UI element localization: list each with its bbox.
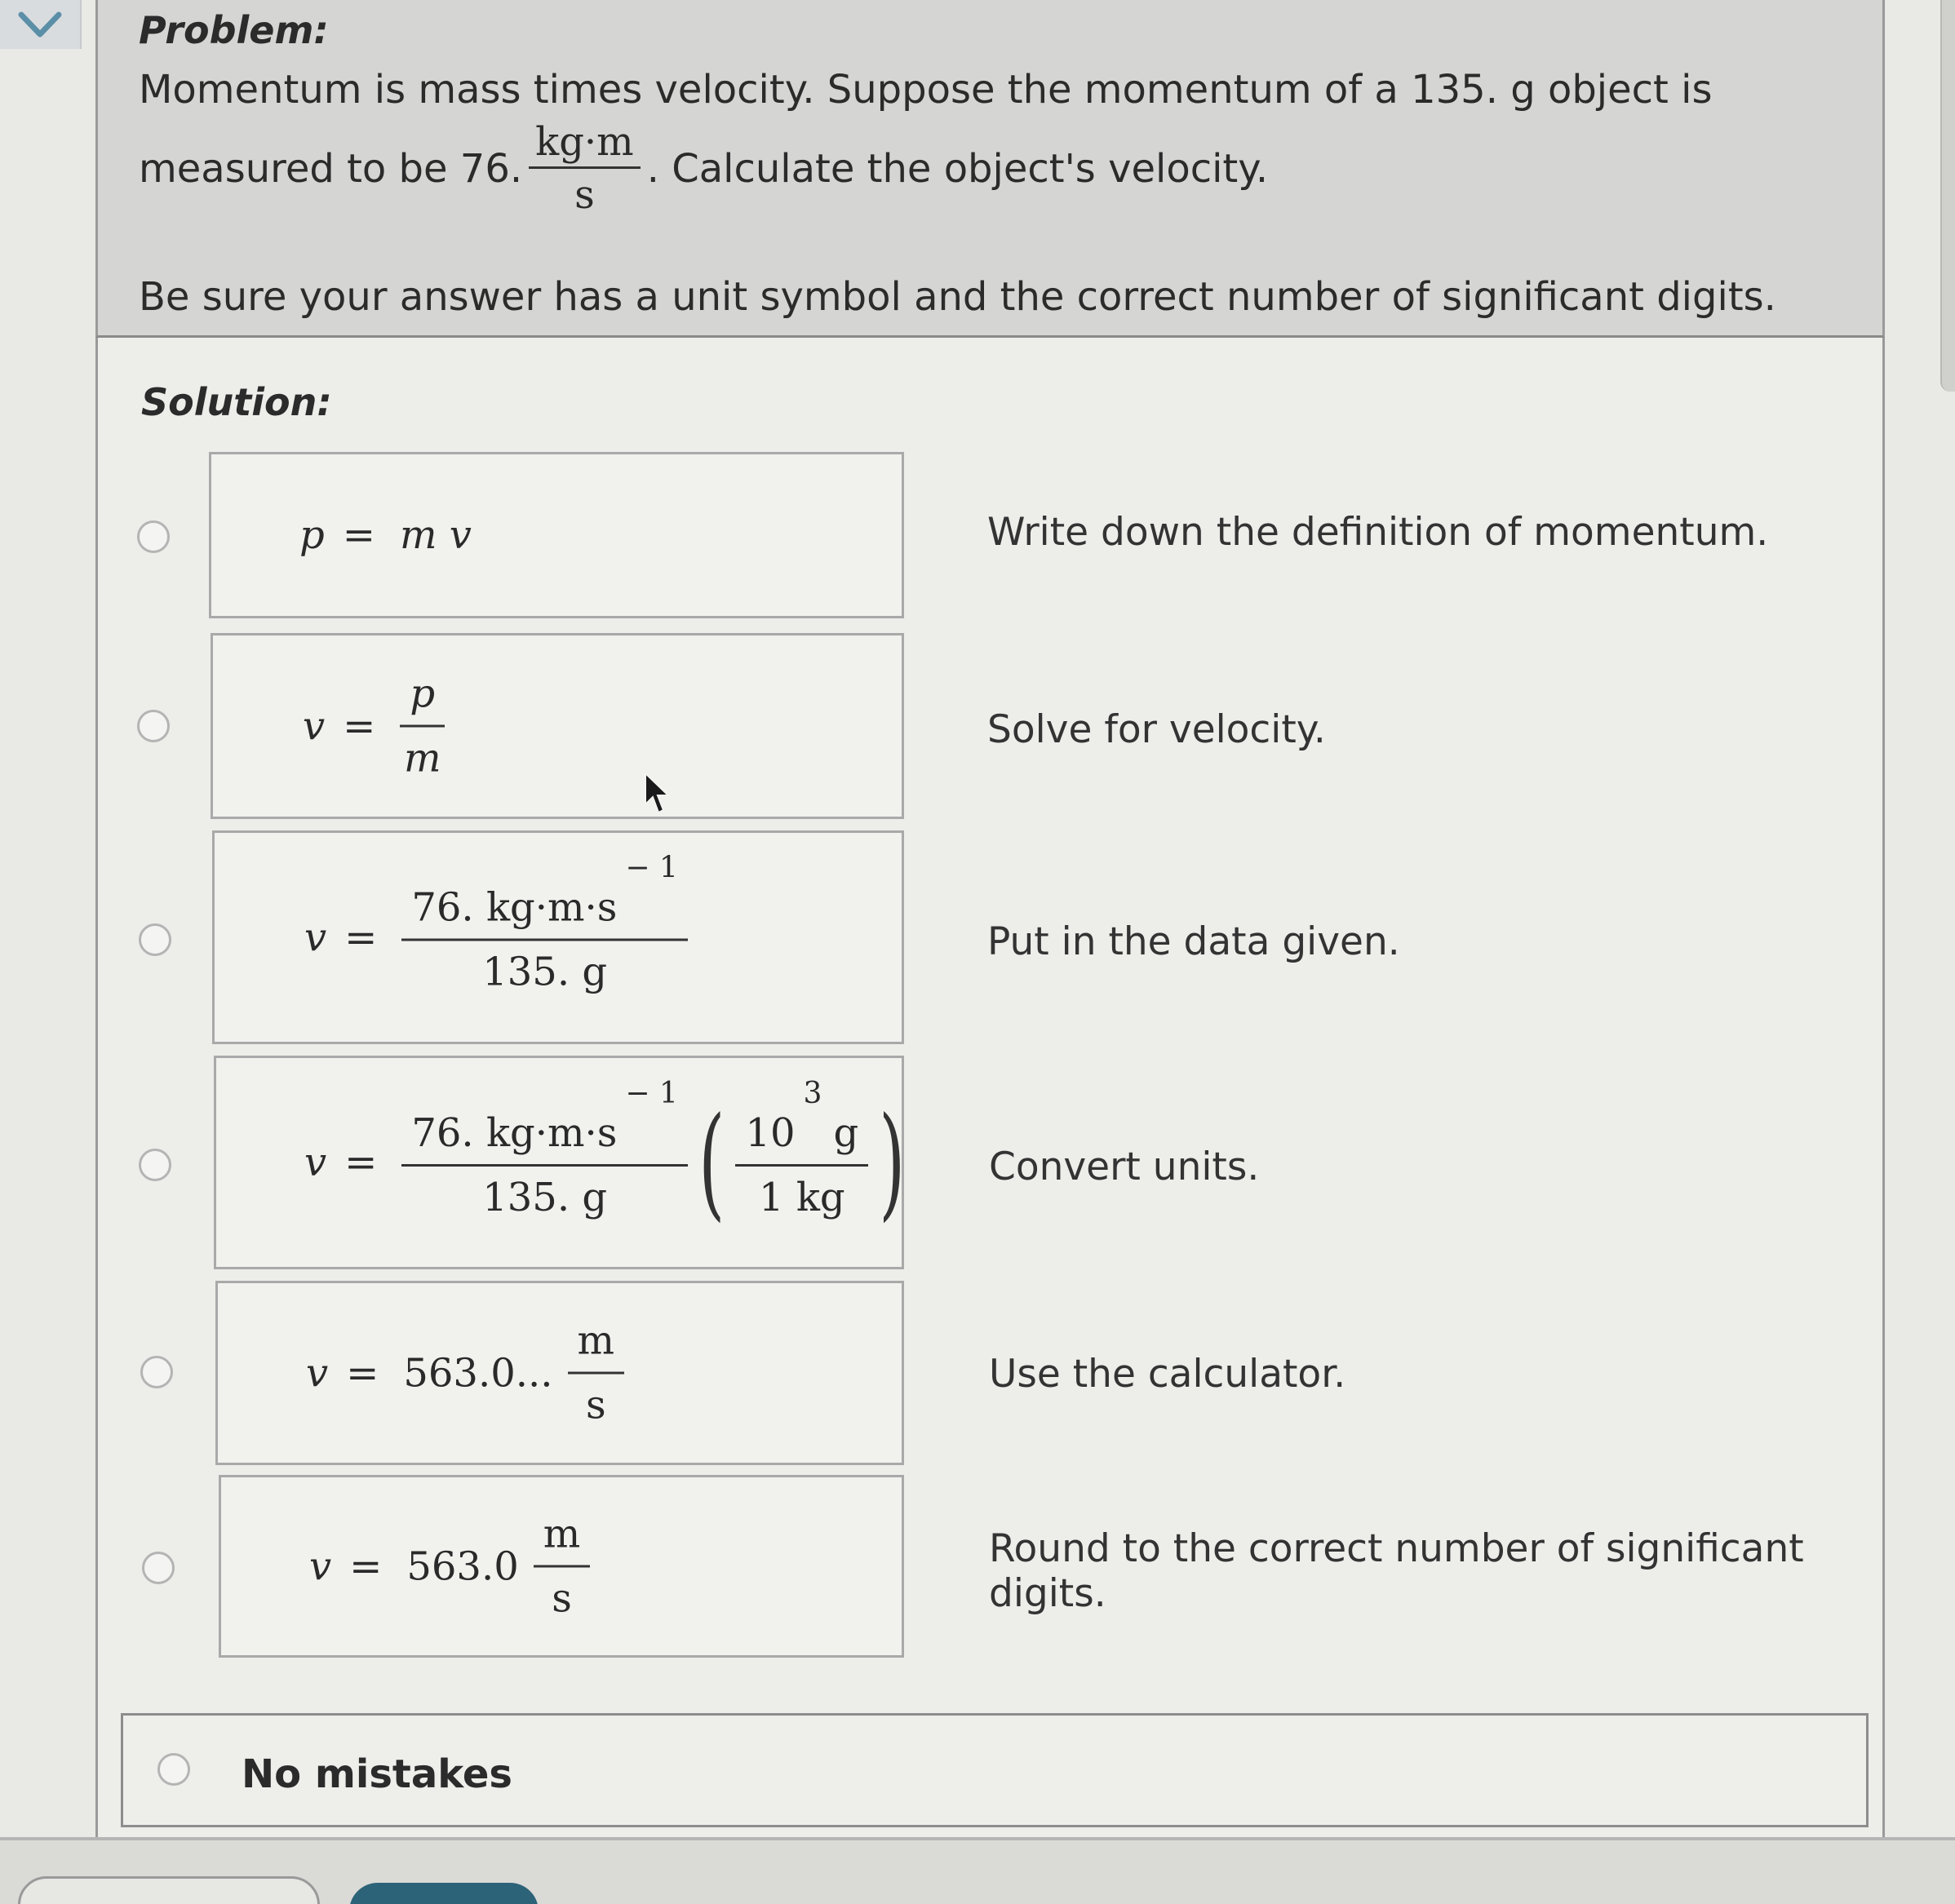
step-1-rhs: m v xyxy=(399,512,472,558)
unit-numerator: kg·m xyxy=(529,122,641,169)
conversion-numerator xyxy=(735,1076,868,1167)
primary-button[interactable] xyxy=(349,1883,539,1904)
step-6-unit-den: s xyxy=(552,1575,572,1622)
step-5-equation xyxy=(306,1317,624,1428)
left-paren: ( xyxy=(698,1091,725,1233)
step-6-lhs: v xyxy=(309,1543,332,1589)
step-1-explanation: Write down the definition of momentum. xyxy=(987,510,1769,555)
step-1-equation-box xyxy=(209,452,904,618)
problem-text-line1: Momentum is mass times velocity. Suppose the momentum of a 135. g object is xyxy=(139,67,1713,113)
step-5-equation-box xyxy=(215,1281,904,1465)
step-5-unit-num: m xyxy=(568,1322,625,1375)
no-mistakes-radio[interactable] xyxy=(157,1753,190,1786)
step-2-equals: = xyxy=(343,703,376,749)
step-2-fraction xyxy=(400,671,445,782)
step-3-numerator xyxy=(401,851,688,941)
step-3-lhs: v xyxy=(304,914,327,960)
problem-text-calculate: . Calculate the object's velocity. xyxy=(646,145,1269,192)
step-5-equals: = xyxy=(346,1350,379,1396)
step-4-equation-box xyxy=(214,1056,904,1269)
step-2-numerator: p xyxy=(400,675,445,728)
step-2-lhs: v xyxy=(303,703,326,749)
step-3-explanation: Put in the data given. xyxy=(987,919,1400,964)
solution-step-4 xyxy=(98,1056,1885,1269)
step-1-equation xyxy=(299,512,472,558)
solution-step-6 xyxy=(98,1475,1885,1658)
step-1-radio[interactable] xyxy=(137,520,170,553)
problem-text-measured: measured to be 76. xyxy=(139,145,523,192)
unit-denominator: s xyxy=(574,172,595,218)
step-2-explanation: Solve for velocity. xyxy=(987,707,1326,752)
step-6-equals: = xyxy=(349,1543,383,1589)
step-4-equation xyxy=(304,1076,916,1233)
step-5-unit-den: s xyxy=(585,1382,606,1428)
step-5-radio[interactable] xyxy=(140,1356,173,1388)
solution-panel xyxy=(95,338,1885,1837)
solution-step-1 xyxy=(98,452,1885,623)
step-3-denominator: 135. g xyxy=(482,949,608,995)
collapse-toggle[interactable] xyxy=(0,0,82,49)
solution-step-2 xyxy=(98,633,1885,821)
no-mistakes-label: No mistakes xyxy=(242,1751,512,1797)
scrollbar[interactable] xyxy=(1940,0,1955,392)
step-6-explanation: Round to the correct number of significant digits. xyxy=(989,1526,1804,1616)
step-3-equation xyxy=(304,851,688,995)
mouse-pointer-icon xyxy=(644,772,672,816)
step-4-radio[interactable] xyxy=(139,1149,171,1181)
problem-title: Problem: xyxy=(139,8,329,52)
step-2-equation-box xyxy=(211,633,904,819)
chevron-down-icon xyxy=(16,8,64,41)
conversion-base: 10 xyxy=(745,1109,796,1156)
step-4-exponent: − 1 xyxy=(625,1076,678,1110)
step-6-equation xyxy=(309,1511,590,1622)
problem-text-line2 xyxy=(139,119,1269,218)
step-6-equation-box xyxy=(219,1475,904,1658)
step-6-unit xyxy=(534,1511,591,1622)
conversion-denominator: 1 kg xyxy=(759,1174,845,1220)
conversion-unit: g xyxy=(833,1109,859,1156)
step-2-equation xyxy=(303,671,445,782)
conversion-fraction xyxy=(735,1076,868,1220)
step-4-denominator: 135. g xyxy=(482,1174,608,1220)
step-5-lhs: v xyxy=(306,1350,329,1396)
step-4-explanation: Convert units. xyxy=(989,1145,1260,1189)
step-4-numerator-text: 76. kg·m·s xyxy=(411,1109,618,1156)
bottom-action-bar xyxy=(0,1837,1955,1904)
conversion-exponent: 3 xyxy=(803,1076,822,1110)
step-4-equals: = xyxy=(344,1140,378,1185)
step-3-equals: = xyxy=(344,914,378,960)
step-5-unit xyxy=(568,1317,625,1428)
step-6-radio[interactable] xyxy=(142,1552,175,1584)
step-5-explanation: Use the calculator. xyxy=(989,1352,1346,1397)
step-3-numerator-text: 76. kg·m·s xyxy=(411,884,618,931)
step-2-radio[interactable] xyxy=(137,710,170,742)
step-6-unit-num: m xyxy=(534,1515,591,1568)
step-6-value: 563.0 xyxy=(406,1543,519,1589)
secondary-button[interactable] xyxy=(18,1876,320,1904)
problem-instruction: Be sure your answer has a unit symbol and the correct number of significant digits. xyxy=(139,274,1776,320)
no-mistakes-option[interactable] xyxy=(121,1713,1869,1827)
step-1-equals: = xyxy=(342,512,375,558)
step-4-lhs: v xyxy=(304,1140,327,1185)
step-3-fraction xyxy=(401,851,688,995)
step-3-equation-box xyxy=(212,830,904,1044)
problem-panel xyxy=(95,0,1885,338)
step-5-value: 563.0... xyxy=(403,1350,553,1396)
right-paren: ) xyxy=(879,1091,906,1233)
step-2-denominator: m xyxy=(403,735,441,782)
step-3-exponent: − 1 xyxy=(625,851,678,885)
solution-step-5 xyxy=(98,1281,1885,1465)
momentum-unit-fraction xyxy=(529,119,641,218)
step-1-lhs: p xyxy=(299,512,325,558)
step-4-fraction xyxy=(401,1076,688,1220)
solution-step-3 xyxy=(98,830,1885,1044)
step-4-numerator xyxy=(401,1076,688,1167)
solution-title: Solution: xyxy=(141,380,332,424)
step-3-radio[interactable] xyxy=(139,923,171,956)
